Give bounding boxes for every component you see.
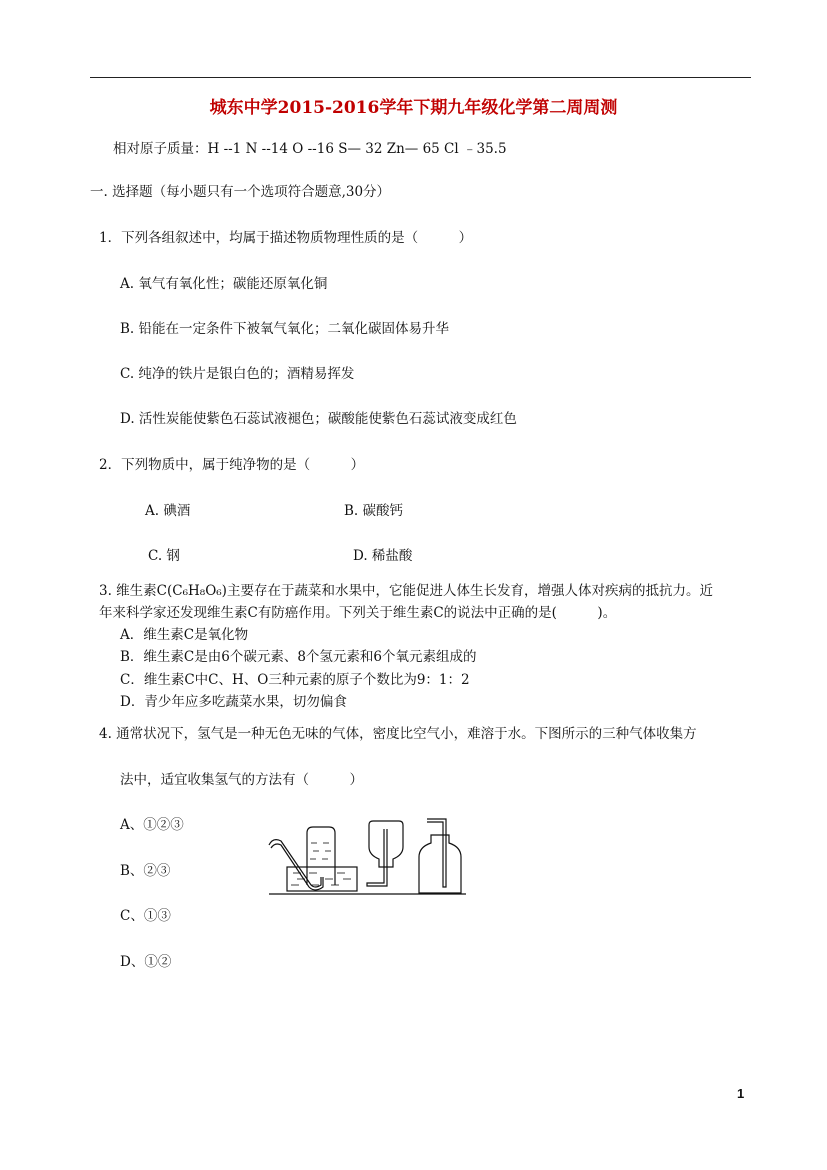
question-3-stem-line2: 年来科学家还发现维生素C有防癌作用。下列关于维生素C的说法中正确的是( )。 <box>99 605 617 621</box>
question-3-option-b: B．维生素C是由6个碳元素、8个氢元素和6个氧元素组成的 <box>120 649 477 665</box>
question-1-option-d: D. 活性炭能使紫色石蕊试液褪色；碳酸能使紫色石蕊试液变成红色 <box>120 411 517 427</box>
question-4-option-a: A、①②③ <box>120 817 184 833</box>
question-2-option-a: A. 碘酒 <box>145 503 191 519</box>
atomic-mass-line: 相对原子质量：H --1 N --14 O --16 S— 32 Zn— 65 Cl ﹣35.5 <box>113 141 507 157</box>
question-4-stem-line1: 4. 通常状况下，氢气是一种无色无味的气体，密度比空气小，难溶于水。下图所示的三种气体收集方 <box>99 726 697 742</box>
delivery-tube-1 <box>269 840 321 887</box>
inverted-bottle <box>369 821 403 867</box>
upward-displacement-apparatus <box>419 819 461 893</box>
question-2-option-d: D. 稀盐酸 <box>353 548 413 564</box>
question-3-stem-line1: 3. 维生素C(C₆H₈O₆)主要存在于蔬菜和水果中，它能促进人体生长发育，增强人体对疾病的抵抗力。近 <box>99 583 713 599</box>
downward-displacement-apparatus <box>367 821 403 886</box>
question-1-option-c: C. 纯净的铁片是银白色的；酒精易挥发 <box>120 366 355 382</box>
question-4-option-d: D、①② <box>120 954 172 970</box>
page-number: 1 <box>737 1086 745 1101</box>
question-1-stem: 1．下列各组叙述中，均属于描述物质物理性质的是（ ） <box>99 230 473 246</box>
question-3-option-d: D．青少年应多吃蔬菜水果，切勿偏食 <box>120 694 347 710</box>
water-displacement-apparatus <box>269 827 357 891</box>
page-title: 城东中学2015-2016学年下期九年级化学第二周周测 <box>209 98 618 118</box>
section-heading: 一. 选择题（每小题只有一个选项符合题意,30分） <box>90 184 391 200</box>
question-3-option-c: C．维生素C中C、H、O三种元素的原子个数比为9：1：2 <box>120 672 470 688</box>
question-2-option-b: B. 碳酸钙 <box>344 503 404 519</box>
delivery-tube-3 <box>427 819 446 887</box>
question-1-option-a: A. 氧气有氧化性；碳能还原氧化铜 <box>120 276 328 292</box>
question-3-option-a: A．维生素C是氧化物 <box>120 627 249 643</box>
gas-collection-diagram <box>265 815 470 900</box>
inverted-collection-bottle <box>307 827 335 885</box>
header-rule <box>90 77 751 78</box>
bottle-water-lines <box>310 843 331 859</box>
question-4-option-b: B、②③ <box>120 863 171 879</box>
question-4-option-c: C、①③ <box>120 908 171 924</box>
question-2-option-c: C. 钢 <box>148 548 180 564</box>
question-4-stem-line2: 法中，适宜收集氢气的方法有（ ） <box>120 772 363 788</box>
upright-bottle <box>419 835 461 893</box>
question-1-option-b: B. 铅能在一定条件下被氧气氧化；二氧化碳固体易升华 <box>120 321 450 337</box>
question-2-stem: 2．下列物质中，属于纯净物的是（ ） <box>99 457 365 473</box>
